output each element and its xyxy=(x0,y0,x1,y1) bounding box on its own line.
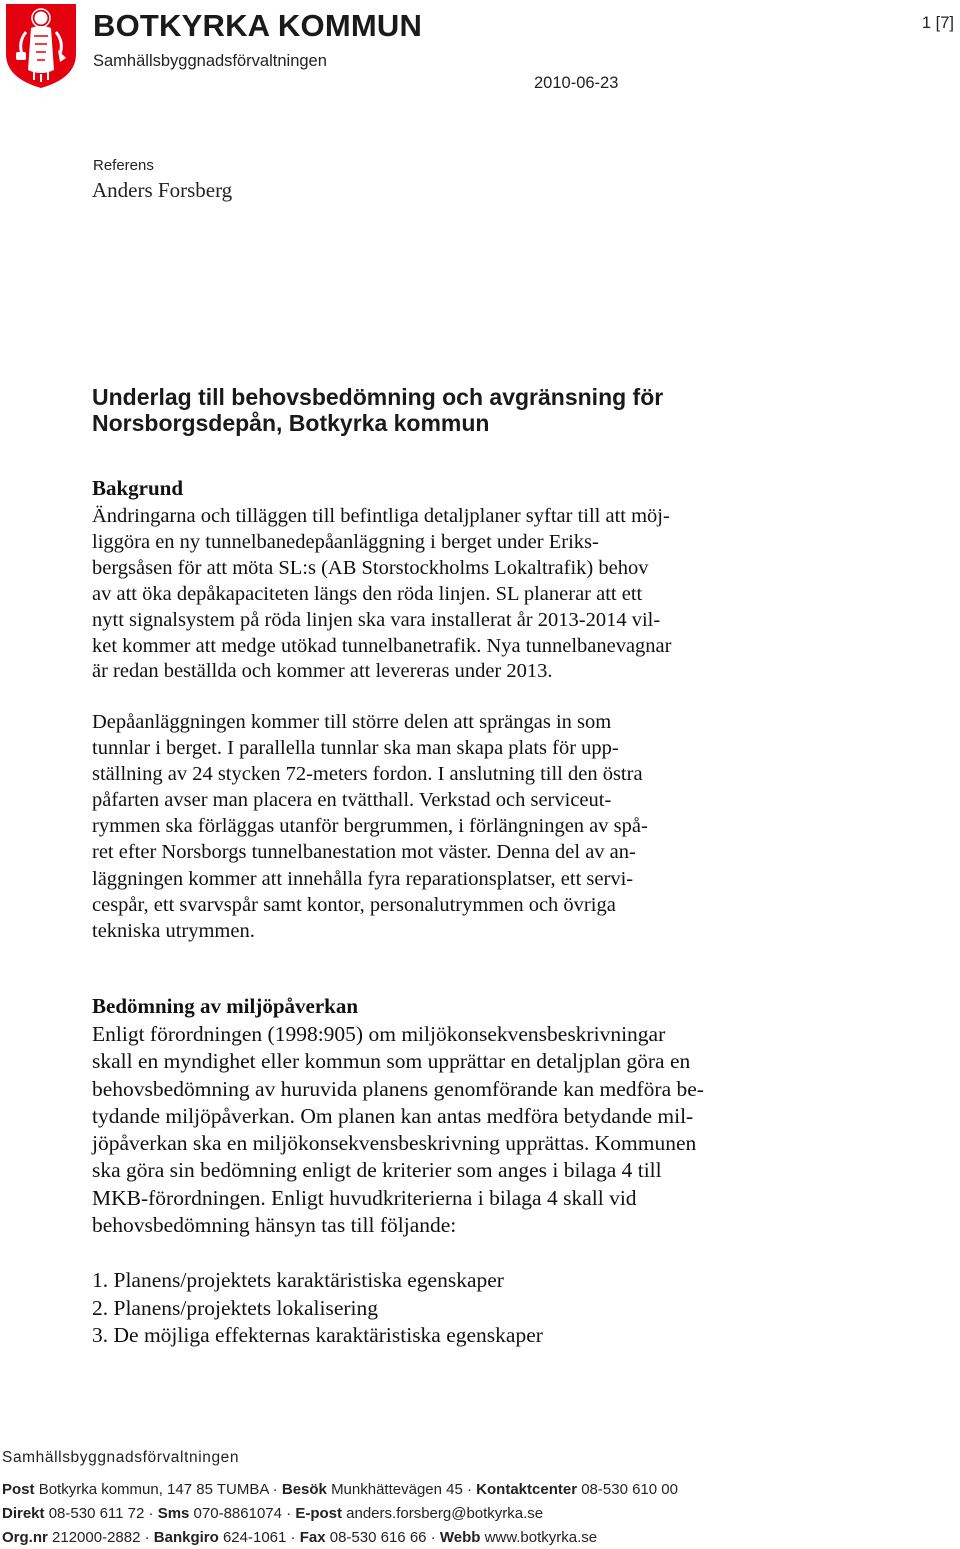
separator: · xyxy=(144,1505,158,1522)
text-line: behovsbedömning av huruvida planens genomförande kan medföra be- xyxy=(92,1076,704,1101)
reference-name: Anders Forsberg xyxy=(92,178,233,202)
footer-department: Samhällsbyggnadsförvaltningen xyxy=(2,1449,240,1466)
web-label: Webb xyxy=(439,1529,481,1546)
document-date: 2010-06-23 xyxy=(534,74,619,92)
assessment-paragraph xyxy=(92,1021,704,1239)
text-line: tunnlar i berget. I parallella tunnlar ska man skapa plats för upp- xyxy=(92,737,619,760)
website-link[interactable]: www.botkyrka.se xyxy=(484,1529,598,1546)
sms-label: Sms xyxy=(157,1505,190,1522)
criteria-list xyxy=(92,1267,543,1350)
text-line: ställning av 24 stycken 72-meters fordon. I anslutning till den östra xyxy=(92,763,643,786)
document-title: Underlag till behovsbedömning och avgränsning för Norsborgsdepån, Botkyrka kommun xyxy=(92,384,664,436)
footer-contact-line-2 xyxy=(2,1505,543,1522)
text-line: Ändringarna och tilläggen till befintliga detaljplaner syftar till att möj- xyxy=(92,505,670,527)
text-line: Depåanläggningen kommer till större delen att sprängas in som xyxy=(92,711,612,733)
text-line: Enligt förordningen (1998:905) om miljökonsekvensbeskrivningar xyxy=(92,1022,666,1046)
department-name: Samhällsbyggnadsförvaltningen xyxy=(93,52,327,70)
fax-label: Fax xyxy=(299,1529,326,1546)
orgnr-label: Org.nr xyxy=(2,1529,48,1546)
text-line: ket kommer att medge utökad tunnelbanetrafik. Nya tunnelbanevagnar xyxy=(92,634,672,657)
email-label: E-post xyxy=(295,1505,342,1522)
fax-number: 08-530 616 66 xyxy=(329,1529,427,1546)
separator: · xyxy=(268,1481,282,1498)
reference-label: Referens xyxy=(93,157,154,174)
bankgiro-label: Bankgiro xyxy=(153,1529,219,1546)
text-line: bergsåsen för att möta SL:s (AB Storstockholms Lokaltrafik) behov xyxy=(92,556,649,579)
text-line: cespår, ett svarvspår samt kontor, personalutrymmen och övriga xyxy=(92,893,616,916)
separator: · xyxy=(140,1529,154,1546)
background-paragraph-2 xyxy=(92,709,648,944)
list-item: 2. Planens/projektets lokalisering xyxy=(92,1295,379,1320)
section-heading-background: Bakgrund xyxy=(92,476,184,500)
separator: · xyxy=(286,1529,300,1546)
direct-phone: 08-530 611 72 xyxy=(48,1505,145,1522)
text-line: nytt signalsystem på röda linjen ska vara installerat år 2013-2014 vil- xyxy=(92,608,661,631)
visit-address: Munkhättevägen 45 xyxy=(331,1481,463,1498)
footer-contact-line-3 xyxy=(2,1529,597,1546)
list-item: 3. De möjliga effekternas karaktäristiska egenskaper xyxy=(92,1323,543,1347)
section-heading-environmental-impact: Bedömning av miljöpåverkan xyxy=(92,994,359,1018)
post-label: Post xyxy=(2,1481,35,1498)
separator: · xyxy=(426,1529,440,1546)
text-line: ret efter Norsborgs tunnelbanestation mot väster. Denna del av an- xyxy=(92,841,636,864)
text-line: läggningen kommer att innehålla fyra reparationsplatser, ett servi- xyxy=(92,867,634,890)
separator: · xyxy=(281,1505,296,1522)
text-line: skall en myndighet eller kommun som upprättar en detaljplan göra en xyxy=(92,1049,691,1074)
list-item: 1. Planens/projektets karaktäristiska egenskaper xyxy=(92,1268,504,1292)
text-line: MKB-förordningen. Enligt huvudkriterierna i bilaga 4 skall vid xyxy=(92,1185,637,1210)
visit-label: Besök xyxy=(281,1481,327,1498)
sms-number: 070-8861074 xyxy=(193,1505,282,1522)
text-line: jöpåverkan ska en miljökonsekvensbeskrivning upprättas. Kommunen xyxy=(92,1131,697,1156)
text-line: behovsbedömning hänsyn tas till följande: xyxy=(92,1213,457,1238)
text-line: av att öka depåkapaciteten längs den röda linjen. SL planerar att ett xyxy=(92,582,643,605)
organization-name: BOTKYRKA KOMMUN xyxy=(93,8,423,43)
contact-center-phone: 08-530 610 00 xyxy=(581,1481,678,1498)
direct-label: Direkt xyxy=(2,1505,45,1522)
text-line: ska göra sin bedömning enligt de kriterier som anges i bilaga 4 till xyxy=(92,1158,662,1183)
email-address[interactable]: anders.forsberg@botkyrka.se xyxy=(346,1505,544,1522)
page-number: 1 [7] xyxy=(921,14,954,32)
separator: · xyxy=(462,1481,477,1498)
background-paragraph-1 xyxy=(92,504,672,685)
text-line: rymmen ska förläggas utanför bergrummen, i förlängningen av spå- xyxy=(92,815,648,838)
text-line: liggöra en ny tunnelbanedepåanläggning i berget under Eriks- xyxy=(92,530,599,553)
footer-contact-line-1 xyxy=(2,1481,678,1498)
municipal-coat-of-arms-icon xyxy=(4,2,78,90)
text-line: tydande miljöpåverkan. Om planen kan antas medföra betydande mil- xyxy=(92,1103,694,1128)
contact-center-label: Kontaktcenter xyxy=(476,1481,578,1498)
post-address: Botkyrka kommun, 147 85 TUMBA xyxy=(38,1481,269,1498)
bankgiro-value: 624-1061 xyxy=(222,1529,287,1546)
text-line: påfarten avser man placera en tvätthall. Verkstad och serviceut- xyxy=(92,789,612,812)
text-line: är redan beställda och kommer att levereras under 2013. xyxy=(92,660,553,683)
orgnr-value: 212000-2882 xyxy=(52,1529,141,1546)
text-line: tekniska utrymmen. xyxy=(92,919,255,942)
